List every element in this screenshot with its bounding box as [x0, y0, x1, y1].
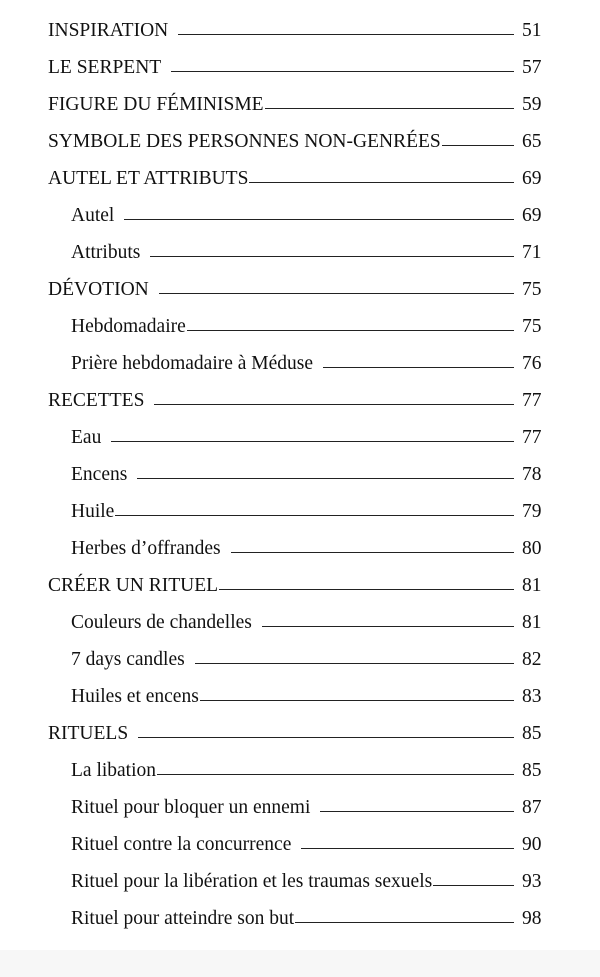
toc-page-number: 75	[522, 316, 542, 337]
toc-leader-line	[154, 404, 514, 405]
toc-chapter-entry[interactable]	[0, 715, 600, 752]
toc-entry-label: AUTEL ET ATTRIBUTS	[48, 168, 249, 189]
toc-leader-line	[111, 441, 514, 442]
table-of-contents	[0, 12, 600, 937]
toc-page-number: 82	[522, 649, 542, 670]
toc-leader-line	[295, 922, 514, 923]
toc-entry-label: Herbes d’offrandes	[71, 538, 221, 559]
toc-leader-line	[323, 367, 514, 368]
toc-leader-line	[115, 515, 514, 516]
toc-chapter-entry[interactable]	[0, 271, 600, 308]
toc-entry-label: INSPIRATION	[48, 20, 169, 41]
toc-chapter-entry[interactable]	[0, 86, 600, 123]
toc-entry-label: Eau	[71, 427, 102, 448]
toc-chapter-entry[interactable]	[0, 567, 600, 604]
toc-leader-line	[187, 330, 514, 331]
toc-page-number: 69	[522, 168, 542, 189]
toc-leader-line	[150, 256, 514, 257]
toc-page-number: 77	[522, 390, 542, 411]
toc-leader-line	[249, 182, 514, 183]
toc-page-number: 85	[522, 760, 542, 781]
toc-leader-line	[178, 34, 514, 35]
toc-leader-line	[320, 811, 514, 812]
toc-entry-label: La libation	[71, 760, 157, 781]
toc-leader-line	[137, 478, 514, 479]
toc-page-number: 78	[522, 464, 542, 485]
toc-entry-label: Couleurs de chandelles	[71, 612, 252, 633]
toc-entry-label: Encens	[71, 464, 128, 485]
toc-chapter-entry[interactable]	[0, 12, 600, 49]
toc-entry-label: Rituel pour bloquer un ennemi	[71, 797, 311, 818]
toc-section-entry[interactable]	[0, 863, 600, 900]
toc-entry-label: RITUELS	[48, 723, 129, 744]
toc-leader-line	[265, 108, 514, 109]
toc-chapter-entry[interactable]	[0, 123, 600, 160]
toc-page-number: 77	[522, 427, 542, 448]
toc-leader-line	[219, 589, 514, 590]
toc-entry-label: Attributs	[71, 242, 141, 263]
toc-page-number: 51	[522, 20, 542, 41]
toc-page-number: 69	[522, 205, 542, 226]
toc-section-entry[interactable]	[0, 456, 600, 493]
toc-page-number: 98	[522, 908, 542, 929]
toc-section-entry[interactable]	[0, 419, 600, 456]
toc-leader-line	[301, 848, 514, 849]
toc-entry-label: LE SERPENT	[48, 57, 162, 78]
toc-page-number: 59	[522, 94, 542, 115]
toc-page-number: 80	[522, 538, 542, 559]
toc-page-number: 75	[522, 279, 542, 300]
toc-section-entry[interactable]	[0, 678, 600, 715]
toc-page-number: 93	[522, 871, 542, 892]
toc-section-entry[interactable]	[0, 345, 600, 382]
toc-leader-line	[433, 885, 514, 886]
toc-leader-line	[124, 219, 514, 220]
toc-chapter-entry[interactable]	[0, 49, 600, 86]
toc-entry-label: Huiles et encens	[71, 686, 199, 707]
toc-section-entry[interactable]	[0, 826, 600, 863]
toc-entry-label: Rituel contre la concurrence	[71, 834, 292, 855]
toc-page-number: 85	[522, 723, 542, 744]
toc-entry-label: 7 days candles	[71, 649, 185, 670]
toc-entry-label: DÉVOTION	[48, 279, 149, 300]
toc-page-number: 71	[522, 242, 542, 263]
toc-chapter-entry[interactable]	[0, 160, 600, 197]
toc-section-entry[interactable]	[0, 493, 600, 530]
toc-chapter-entry[interactable]	[0, 382, 600, 419]
toc-page-number: 57	[522, 57, 542, 78]
toc-page-number: 81	[522, 612, 542, 633]
toc-page-number: 83	[522, 686, 542, 707]
toc-entry-label: Rituel pour atteindre son but	[71, 908, 295, 929]
toc-section-entry[interactable]	[0, 530, 600, 567]
toc-leader-line	[442, 145, 514, 146]
toc-section-entry[interactable]	[0, 900, 600, 937]
toc-entry-label: Rituel pour la libération et les traumas sexuels	[71, 871, 433, 892]
toc-leader-line	[171, 71, 514, 72]
toc-page-number: 79	[522, 501, 542, 522]
toc-section-entry[interactable]	[0, 308, 600, 345]
toc-section-entry[interactable]	[0, 197, 600, 234]
toc-entry-label: SYMBOLE DES PERSONNES NON-GENRÉES	[48, 131, 441, 152]
toc-entry-label: CRÉER UN RITUEL	[48, 575, 219, 596]
toc-leader-line	[262, 626, 514, 627]
toc-page-number: 65	[522, 131, 542, 152]
toc-page-number: 87	[522, 797, 542, 818]
toc-entry-label: Hebdomadaire	[71, 316, 186, 337]
toc-entry-label: Autel	[71, 205, 115, 226]
toc-leader-line	[159, 293, 514, 294]
toc-section-entry[interactable]	[0, 789, 600, 826]
toc-leader-line	[200, 700, 514, 701]
toc-leader-line	[157, 774, 514, 775]
toc-section-entry[interactable]	[0, 752, 600, 789]
toc-section-entry[interactable]	[0, 604, 600, 641]
toc-section-entry[interactable]	[0, 641, 600, 678]
toc-entry-label: Huile	[71, 501, 115, 522]
toc-page-number: 81	[522, 575, 542, 596]
toc-page-number: 76	[522, 353, 542, 374]
toc-entry-label: FIGURE DU FÉMINISME	[48, 94, 264, 115]
toc-page-number: 90	[522, 834, 542, 855]
toc-entry-label: RECETTES	[48, 390, 145, 411]
toc-entry-label: Prière hebdomadaire à Méduse	[71, 353, 314, 374]
toc-leader-line	[195, 663, 514, 664]
toc-section-entry[interactable]	[0, 234, 600, 271]
toc-leader-line	[231, 552, 514, 553]
toc-leader-line	[138, 737, 514, 738]
